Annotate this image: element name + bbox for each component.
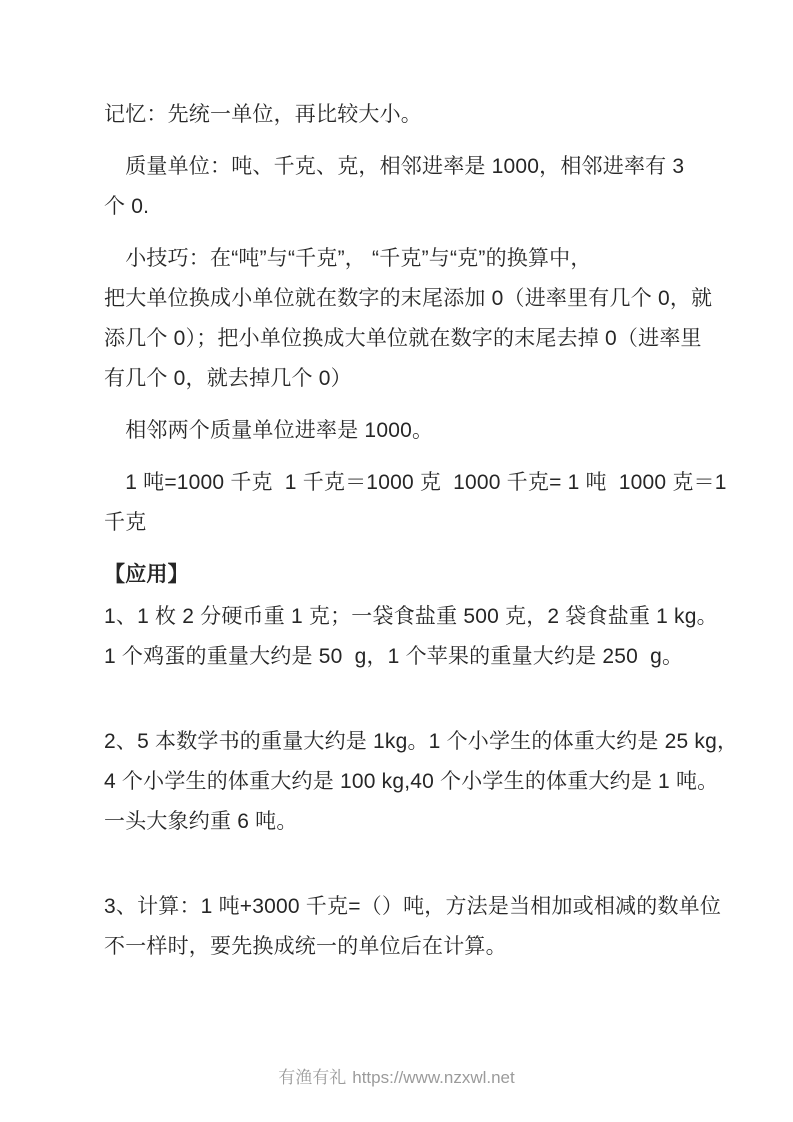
para-conversion-equations bbox=[104, 463, 727, 543]
text-line: 相邻两个质量单位进率是 1000。 bbox=[104, 419, 434, 442]
text-line: 小技巧：在“吨”与“千克”， “千克”与“克”的换算中， bbox=[104, 247, 592, 270]
text-line: 个 0. bbox=[104, 195, 150, 218]
text-line: 把大单位换成小单位就在数字的末尾添加 0（进率里有几个 0，就 bbox=[104, 287, 713, 310]
text-line: 不一样时，要先换成统一的单位后在计算。 bbox=[104, 935, 507, 958]
text-line: 添几个 0）；把小单位换成大单位就在数字的末尾去掉 0（进率里 bbox=[104, 327, 702, 350]
text-line: 1 吨=1000 千克 1 千克＝1000 克 1000 千克= 1 吨 1000 克＝1 bbox=[104, 471, 727, 494]
text-line: 有几个 0，就去掉几个 0） bbox=[104, 367, 352, 390]
text-line: 千克 bbox=[104, 511, 147, 534]
para-question-3 bbox=[104, 887, 722, 967]
document-body bbox=[104, 95, 739, 967]
text-line: 质量单位：吨、千克、克，相邻进率是 1000，相邻进率有 3 bbox=[104, 155, 685, 178]
text-line: 1 个鸡蛋的重量大约是 50 g，1 个苹果的重量大约是 250 g。 bbox=[104, 645, 684, 668]
text-line: 2、5 本数学书的重量大约是 1kg。1 个小学生的体重大约是 25 kg， bbox=[104, 730, 739, 753]
text-line: 记忆：先统一单位，再比较大小。 bbox=[104, 103, 422, 126]
para-adjacent-rate bbox=[104, 411, 703, 451]
para-application-heading bbox=[104, 555, 703, 595]
text-line: 3、计算：1 吨+3000 千克=（）吨，方法是当相加或相减的数单位 bbox=[104, 895, 722, 918]
text-line: 1、1 枚 2 分硬币重 1 克；一袋食盐重 500 克，2 袋食盐重 1 kg。 bbox=[104, 605, 718, 628]
text-line: 【应用】 bbox=[104, 563, 189, 586]
watermark-url: https://www.nzxwl.net bbox=[352, 1068, 515, 1087]
para-conversion-trick bbox=[104, 239, 713, 399]
text-line: 一头大象约重 6 吨。 bbox=[104, 810, 298, 833]
page-footer bbox=[0, 1066, 793, 1090]
para-memory-tip bbox=[104, 95, 703, 135]
para-question-1 bbox=[104, 597, 718, 677]
text-line: 4 个小学生的体重大约是 100 kg,40 个小学生的体重大约是 1 吨。 bbox=[104, 770, 719, 793]
watermark-site-name: 有渔有礼 bbox=[278, 1068, 347, 1087]
para-question-2 bbox=[104, 722, 739, 842]
para-mass-units bbox=[104, 147, 703, 227]
